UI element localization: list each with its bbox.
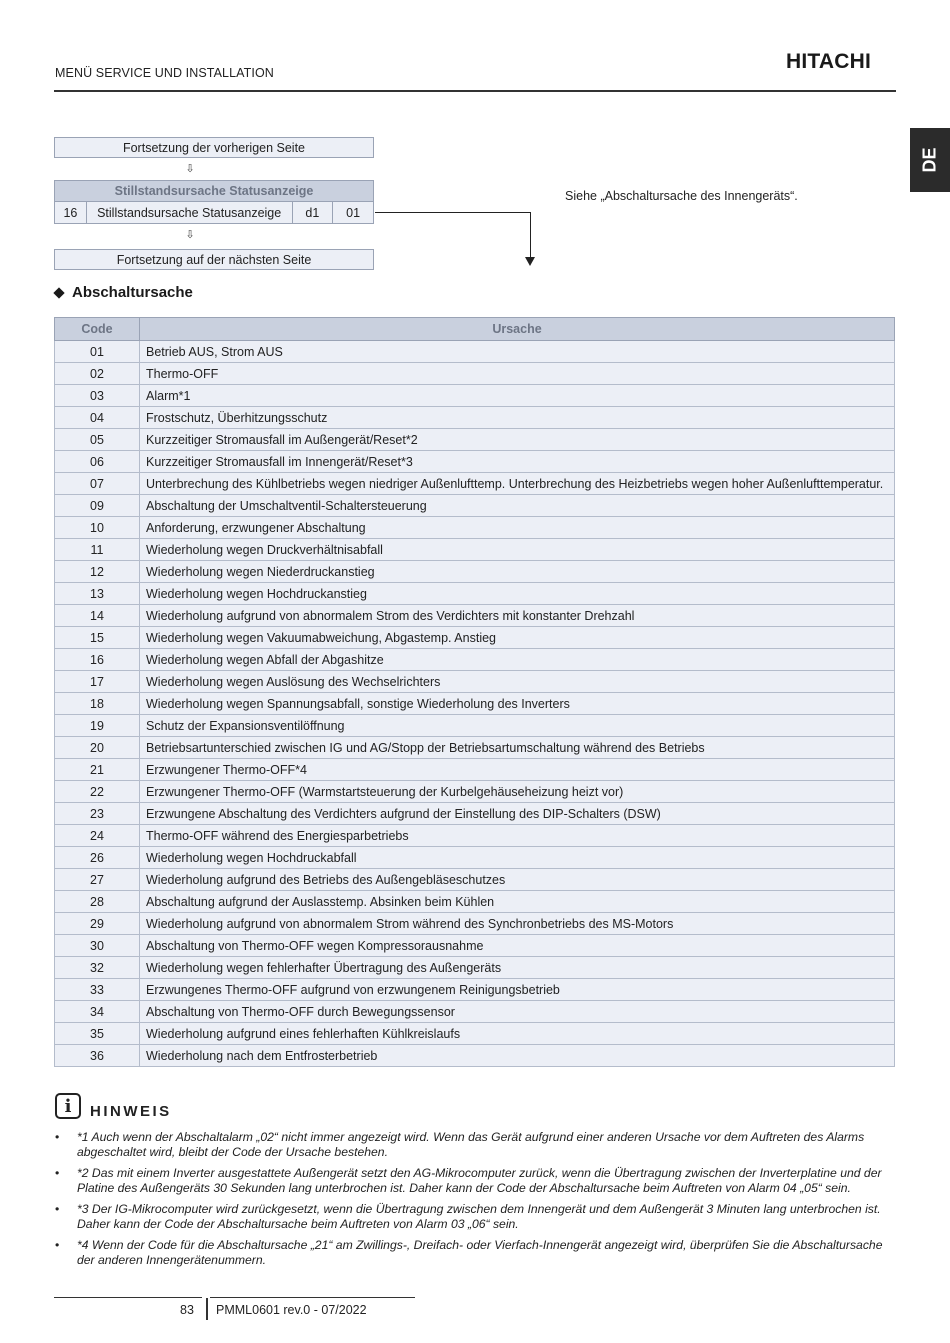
table-row [55,759,895,781]
flow-previous-box: Fortsetzung der vorherigen Seite [54,137,374,158]
bullet-icon: • [55,1238,60,1252]
table-row [55,495,895,517]
note-text: *2 Das mit einem Inverter ausgestattete Außengerät setzt den AG-Mikrocomputer zurück, wenn die Übertragung zwischen der Inverterplatine und der Platine des Außengeräts 30 Sekunden lang unterbrochen ist. Daher kann der Code der Abschaltursache beim Auftreten von Alarm 04 „05“ sein. [77,1166,882,1195]
arrowhead-icon [525,257,535,266]
table-row [55,693,895,715]
status-label: Stillstandsursache Statusanzeige [87,202,293,223]
cause-text: Wiederholung wegen Auslösung des Wechselrichters [140,671,895,693]
document-code: PMML0601 rev.0 - 07/2022 [216,1303,367,1317]
cause-code: 17 [55,671,140,693]
page-number: 83 [180,1303,194,1317]
cause-text: Kurzzeitiger Stromausfall im Außengerät/Reset*2 [140,429,895,451]
cause-text: Wiederholung wegen Niederdruckanstieg [140,561,895,583]
note-item [55,1166,897,1195]
cause-text: Abschaltung aufgrund der Auslasstemp. Absinken beim Kühlen [140,891,895,913]
note-text: *1 Auch wenn der Abschaltalarm „02“ nicht immer angezeigt wird. Wenn das Gerät aufgrund einer anderen Ursache vor dem Auftreten des Alarms abgeschaltet wird, bleibt der Code der Ursache bestehen. [77,1130,865,1159]
table-row [55,429,895,451]
cause-text: Wiederholung wegen fehlerhafter Übertragung des Außengeräts [140,957,895,979]
table-row [55,913,895,935]
cause-text: Wiederholung aufgrund von abnormalem Strom des Verdichters mit konstanter Drehzahl [140,605,895,627]
table-row [55,605,895,627]
cause-table-body [55,341,895,1067]
footer-separator [206,1298,208,1320]
cause-code: 35 [55,1023,140,1045]
bullet-icon: • [55,1130,60,1144]
note-item [55,1130,897,1159]
section-heading [55,284,193,301]
table-row [55,1023,895,1045]
cause-code: 30 [55,935,140,957]
cause-code: 19 [55,715,140,737]
table-row [55,935,895,957]
cause-text: Wiederholung wegen Vakuumabweichung, Abgastemp. Anstieg [140,627,895,649]
cause-text: Wiederholung aufgrund des Betriebs des Außengebläseschutzes [140,869,895,891]
cause-text: Schutz der Expansionsventilöffnung [140,715,895,737]
status-value: 01 [346,205,361,220]
table-row [55,957,895,979]
table-row [55,781,895,803]
cause-code: 27 [55,869,140,891]
cause-text: Thermo-OFF [140,363,895,385]
table-row [55,715,895,737]
cause-text: Unterbrechung des Kühlbetriebs wegen niedriger Außenlufttemp. Unterbrechung des Heizbetriebs wegen hoher Außenlufttemperatur. [140,473,895,495]
table-row [55,517,895,539]
cause-text: Wiederholung wegen Hochdruckanstieg [140,583,895,605]
note-item [55,1202,897,1231]
column-header-cause: Ursache [140,318,895,341]
table-row [55,341,895,363]
header-divider [54,90,896,92]
cause-text: Anforderung, erzwungener Abschaltung [140,517,895,539]
cause-text: Erzwungene Abschaltung des Verdichters aufgrund der Einstellung des DIP-Schalters (DSW) [140,803,895,825]
status-code: d1 [293,202,334,223]
cause-code: 14 [55,605,140,627]
bullet-icon: • [55,1202,60,1216]
table-row [55,649,895,671]
status-table-title: Stillstandsursache Statusanzeige [54,180,374,202]
status-row [54,202,374,224]
table-row [55,385,895,407]
status-number: 16 [55,202,87,223]
section-heading-text: Abschaltursache [72,284,193,301]
cause-code: 21 [55,759,140,781]
cause-code: 09 [55,495,140,517]
cause-text: Wiederholung nach dem Entfrosterbetrieb [140,1045,895,1067]
cause-text: Abschaltung von Thermo-OFF wegen Kompressorausnahme [140,935,895,957]
cause-code: 04 [55,407,140,429]
note-item [55,1238,897,1267]
note-text: *3 Der IG-Mikrocomputer wird zurückgesetzt, wenn die Übertragung zwischen dem Innengerät und dem Außengerät 3 Minuten lang unterbrochen ist. Daher kann der Code der Abschaltursache beim Auftreten von Alarm 03 „06“ sein. [77,1202,881,1231]
table-row [55,473,895,495]
cause-text: Erzwungener Thermo-OFF (Warmstartsteuerung der Kurbelgehäuseheizung heizt vor) [140,781,895,803]
flow-next-box: Fortsetzung auf der nächsten Seite [54,249,374,270]
table-row [55,869,895,891]
cause-text: Kurzzeitiger Stromausfall im Innengerät/Reset*3 [140,451,895,473]
table-row [55,363,895,385]
cause-code: 02 [55,363,140,385]
cause-text: Wiederholung wegen Abfall der Abgashitze [140,649,895,671]
connector-line [375,212,531,213]
cause-code: 20 [55,737,140,759]
table-row [55,803,895,825]
header-title: MENÜ SERVICE UND INSTALLATION [55,66,274,80]
hinweis-label: HINWEIS [90,1103,172,1120]
see-reference-note: Siehe „Abschaltursache des Innengeräts“. [565,189,798,203]
cause-code: 01 [55,341,140,363]
table-row [55,737,895,759]
cause-text: Alarm*1 [140,385,895,407]
cause-text: Wiederholung wegen Hochdruckabfall [140,847,895,869]
cause-code: 22 [55,781,140,803]
note-text: *4 Wenn der Code für die Abschaltursache „21“ am Zwillings-, Dreifach- oder Vierfach-Innengerät angezeigt wird, überprüfen Sie die Abschaltursache der anderen Innengerätenummern. [77,1238,883,1267]
cause-code: 05 [55,429,140,451]
cause-text: Frostschutz, Überhitzungsschutz [140,407,895,429]
table-row [55,561,895,583]
cause-code: 11 [55,539,140,561]
table-row [55,583,895,605]
cause-text: Betrieb AUS, Strom AUS [140,341,895,363]
cause-code: 16 [55,649,140,671]
language-tab-label: DE [919,147,940,173]
info-icon: i [55,1093,81,1119]
cause-text: Wiederholung wegen Spannungsabfall, sonstige Wiederholung des Inverters [140,693,895,715]
cause-text: Thermo-OFF während des Energiesparbetriebs [140,825,895,847]
table-row [55,627,895,649]
cause-code: 33 [55,979,140,1001]
table-row [55,979,895,1001]
cause-code: 18 [55,693,140,715]
table-row [55,451,895,473]
down-arrow-icon: ⇩ [185,229,195,241]
cause-code: 12 [55,561,140,583]
cause-code: 23 [55,803,140,825]
cause-text: Abschaltung von Thermo-OFF durch Bewegungssensor [140,1001,895,1023]
cause-text: Betriebsartunterschied zwischen IG und AG/Stopp der Betriebsartumschaltung während des Betriebs [140,737,895,759]
cause-code: 36 [55,1045,140,1067]
column-header-code: Code [55,318,140,341]
cause-code: 32 [55,957,140,979]
down-arrow-icon: ⇩ [185,163,195,175]
cause-code: 03 [55,385,140,407]
cause-code: 29 [55,913,140,935]
cause-text: Abschaltung der Umschaltventil-Schaltersteuerung [140,495,895,517]
notes-list [55,1130,897,1274]
cause-code: 26 [55,847,140,869]
table-row [55,847,895,869]
cause-code: 06 [55,451,140,473]
connector-line [530,212,531,258]
table-row [55,539,895,561]
cause-code: 24 [55,825,140,847]
table-row [55,891,895,913]
cause-text: Erzwungenes Thermo-OFF aufgrund von erzwungenem Reinigungsbetrieb [140,979,895,1001]
brand-logo: HITACHI [786,50,872,73]
table-row [55,671,895,693]
cause-code: 10 [55,517,140,539]
cause-code: 15 [55,627,140,649]
table-row [55,1045,895,1067]
cause-code: 34 [55,1001,140,1023]
bullet-icon: • [55,1166,60,1180]
cause-text: Wiederholung wegen Druckverhältnisabfall [140,539,895,561]
cause-text: Erzwungener Thermo-OFF*4 [140,759,895,781]
cause-text: Wiederholung aufgrund von abnormalem Strom während des Synchronbetriebs des MS-Motors [140,913,895,935]
cause-code: 28 [55,891,140,913]
footer-divider [54,1297,202,1298]
cause-table [54,317,895,1067]
footer-divider [210,1297,415,1298]
diamond-bullet-icon [53,287,64,298]
language-tab [910,128,950,192]
cause-code: 13 [55,583,140,605]
cause-code: 07 [55,473,140,495]
table-row [55,407,895,429]
cause-text: Wiederholung aufgrund eines fehlerhaften Kühlkreislaufs [140,1023,895,1045]
table-row [55,825,895,847]
table-row [55,1001,895,1023]
